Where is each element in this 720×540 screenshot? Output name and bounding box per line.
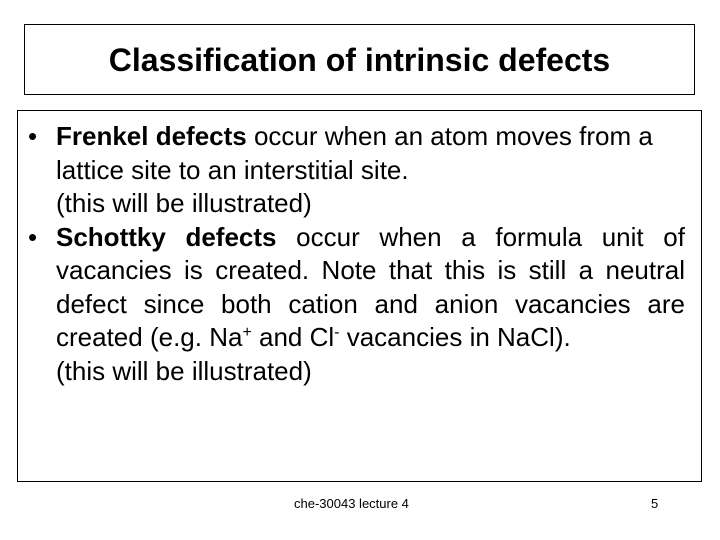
bullet-frenkel xyxy=(18,120,701,221)
chloride-charge: - xyxy=(334,324,340,341)
schottky-description-cont: and Cl xyxy=(251,322,335,352)
bullet-marker: • xyxy=(28,121,38,151)
frenkel-description: occur when an atom moves from a lattice site to an interstitial site. xyxy=(56,121,653,185)
frenkel-note: (this will be illustrated) xyxy=(56,188,312,218)
schottky-description-end: vacancies in NaCl). xyxy=(339,322,571,352)
slide-title: Classification of intrinsic defects xyxy=(108,42,611,78)
bullet-marker: • xyxy=(28,221,38,252)
term-frenkel: Frenkel defects xyxy=(56,121,247,151)
bullet-frenkel-text xyxy=(56,120,685,187)
bullet-schottky xyxy=(18,221,701,389)
term-schottky: Schottky defects xyxy=(56,221,277,252)
title-box xyxy=(24,24,695,95)
sodium-charge: + xyxy=(242,324,252,341)
content-box xyxy=(17,110,702,482)
bullet-schottky-text xyxy=(56,221,685,355)
schottky-note: (this will be illustrated) xyxy=(56,355,312,386)
footer-course-label: che-30043 lecture 4 xyxy=(294,496,409,511)
schottky-description: occur when a formula unit of vacancies is created. Note that this is still a neutral defect since both cation and anion vacancies are created (e.g. Na xyxy=(56,221,685,352)
bullet-list xyxy=(18,120,701,388)
page-number: 5 xyxy=(651,496,659,511)
